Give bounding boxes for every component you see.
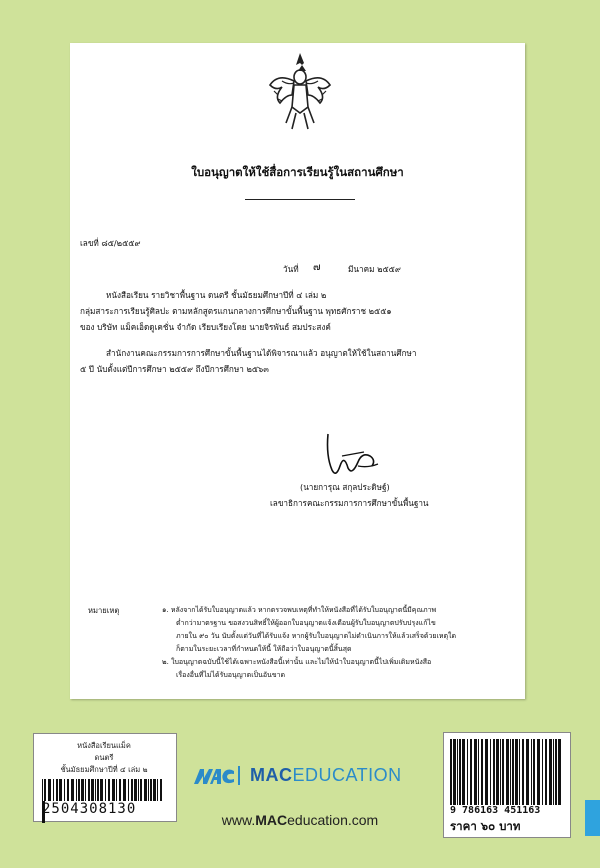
note-line-2: ต่ำกว่ามาตรฐาน ขอสงวนสิทธิ์ให้ผู้ออกใบอนุญาตแจ้งเตือนผู้รับใบอนุญาตปรับปรุงแก้ไข [176,619,436,627]
barcode-bar [474,739,477,805]
barcode-bar [140,779,142,801]
barcode-bar [485,739,488,805]
barcode-bar [537,739,540,805]
barcode-bar [490,739,491,805]
isbn-barcode [450,739,564,805]
isbn-label [443,732,571,838]
barcode-bar [108,779,110,801]
date-day: ๗ [313,262,321,273]
barcode-bar [134,779,137,801]
barcode-bar [150,779,152,801]
garuda-emblem-icon [268,51,332,131]
barcode-bar [462,739,465,805]
note-line-6: เรื่องอื่นที่ไม่ได้รับอนุญาตเป็นอันขาด [176,671,286,679]
barcode-bar [542,739,543,805]
barcode-bar [105,779,106,801]
license-document [70,43,525,699]
barcode-bar [459,739,461,805]
title-divider [245,199,355,200]
barcode-bar [76,779,77,801]
signer-title: เลขาธิการคณะกรรมการการศึกษาขั้นพื้นฐาน [270,498,429,508]
barcode-bar [160,779,162,801]
barcode-bar [478,739,479,805]
barcode-bar [470,739,472,805]
brand-name: MACEDUCATION [250,765,402,785]
product-label-line-1: หนังสือเรียนแม็ค [77,741,131,750]
barcode-bar [500,739,501,805]
barcode-bar [123,779,126,801]
book-description-line-3: ของ บริษัท แม็คเอ็ดดูเคชั่น จำกัด เรียบเรียงโดย นายจิรพันธ์ สมประสงค์ [80,322,331,332]
barcode-bar [64,779,65,801]
permission-line-1: สำนักงานคณะกรรมการการศึกษาขั้นพื้นฐานได้พิจารณาแล้ว อนุญาตให้ใช้ในสถานศึกษา [106,348,417,358]
barcode-bar [91,779,94,801]
blue-edge-tab [585,800,600,836]
book-description-line-1: หนังสือเรียน รายวิชาพื้นฐาน ดนตรี ชั้นมัธยมศึกษาปีที่ ๔ เล่ม ๒ [106,290,327,300]
license-title: ใบอนุญาตให้ใช้สื่อการเรียนรู้ในสถานศึกษา [191,165,404,179]
barcode-bar [78,779,80,801]
barcode-bar [85,779,86,801]
notes-label: หมายเหตุ [88,606,120,615]
barcode-bar [481,739,483,805]
product-barcode [42,779,168,801]
barcode-bar [496,739,499,805]
barcode-bar [44,779,46,801]
barcode-bar [553,739,554,805]
barcode-bar [153,779,156,801]
barcode-bar [502,739,504,805]
date-label: วันที่ [283,264,299,274]
note-line-4: ก็ตามในระยะเวลาที่กำหนดให้นี้ ให้ถือว่าใบอนุญาตนี้สิ้นสุด [176,645,352,653]
barcode-bar [450,739,452,805]
barcode-bar [545,739,547,805]
isbn-number: 9 786163 451163 [450,805,541,816]
signature [318,426,388,486]
barcode-bar [88,779,90,801]
barcode-bar [512,739,514,805]
barcode-bar [97,779,99,801]
barcode-bar [112,779,115,801]
barcode-bar [453,739,456,805]
barcode-bar [510,739,511,805]
barcode-bar [138,779,139,801]
barcode-bar [53,779,54,801]
website-url: www.MACeducation.com [221,812,379,828]
barcode-bar [493,739,495,805]
barcode-bar [467,739,468,805]
product-label-line-3: ชั้นมัธยมศึกษาปีที่ ๔ เล่ม ๒ [60,765,148,774]
product-label-line-2: ดนตรี [94,753,114,762]
barcode-bar [506,739,509,805]
barcode-bar [95,779,96,801]
product-label [33,733,177,822]
barcode-bar [116,779,117,801]
note-line-3: ภายใน ๙๐ วัน นับตั้งแต่วันที่ได้รับแจ้ง หากผู้รับใบอนุญาตไม่ดำเนินการให้แล้วเสร็จด้วยเหตุใด [176,632,457,640]
barcode-bar [549,739,552,805]
barcode-bar [42,779,43,801]
barcode-bar [522,739,524,805]
logo-divider [238,766,240,785]
barcode-bar [81,779,84,801]
barcode-bar [128,779,129,801]
barcode-bar [531,739,532,805]
barcode-bar [67,779,69,801]
price: ราคา ๖๐ บาท [450,819,521,833]
barcode-bar [555,739,557,805]
barcode-bar [131,779,133,801]
barcode-bar [56,779,58,801]
book-description-line-2: กลุ่มสาระการเรียนรู้ศิลปะ ตามหลักสูตรแกนกลางการศึกษาขั้นพื้นฐาน พุทธศักราช ๒๕๕๑ [80,306,392,316]
barcode-bar [59,779,62,801]
product-barcode-number: 2504308130 [42,801,137,817]
barcode-bar [519,739,520,805]
signer-name: (นายการุณ สกุลประดิษฐ์) [300,482,390,492]
barcode-bar [119,779,121,801]
date-month-year: มีนาคม ๒๕๕๙ [348,264,401,274]
barcode-bar [100,779,103,801]
note-line-5: ๒. ใบอนุญาตฉบับนี้ใช้ได้เฉพาะหนังสือนี้เท่านั้น และไม่ให้นำใบอนุญาตนี้ไปเพิ่มเติมหนังสือ [162,658,432,666]
permission-line-2: ๕ ปี นับตั้งแต่ปีการศึกษา ๒๕๕๙ ถึงปีการศึกษา ๒๕๖๓ [80,364,269,374]
license-number: เลขที่ ๘๕/๒๕๕๙ [80,238,141,248]
barcode-bar [144,779,147,801]
barcode-bar [558,739,561,805]
barcode-bar [48,779,51,801]
barcode-bar [533,739,535,805]
barcode-bar [148,779,149,801]
barcode-bar [457,739,458,805]
barcode-bar [526,739,529,805]
note-line-1: ๑. หลังจากได้รับใบอนุญาตแล้ว หากตรวจพบเหตุที่ทำให้หนังสือที่ได้รับใบอนุญาตนี้มีคุณภาพ [162,606,437,614]
barcode-bar [515,739,518,805]
barcode-bar [71,779,74,801]
barcode-bar [157,779,158,801]
mac-logo-mark-icon [193,766,235,786]
